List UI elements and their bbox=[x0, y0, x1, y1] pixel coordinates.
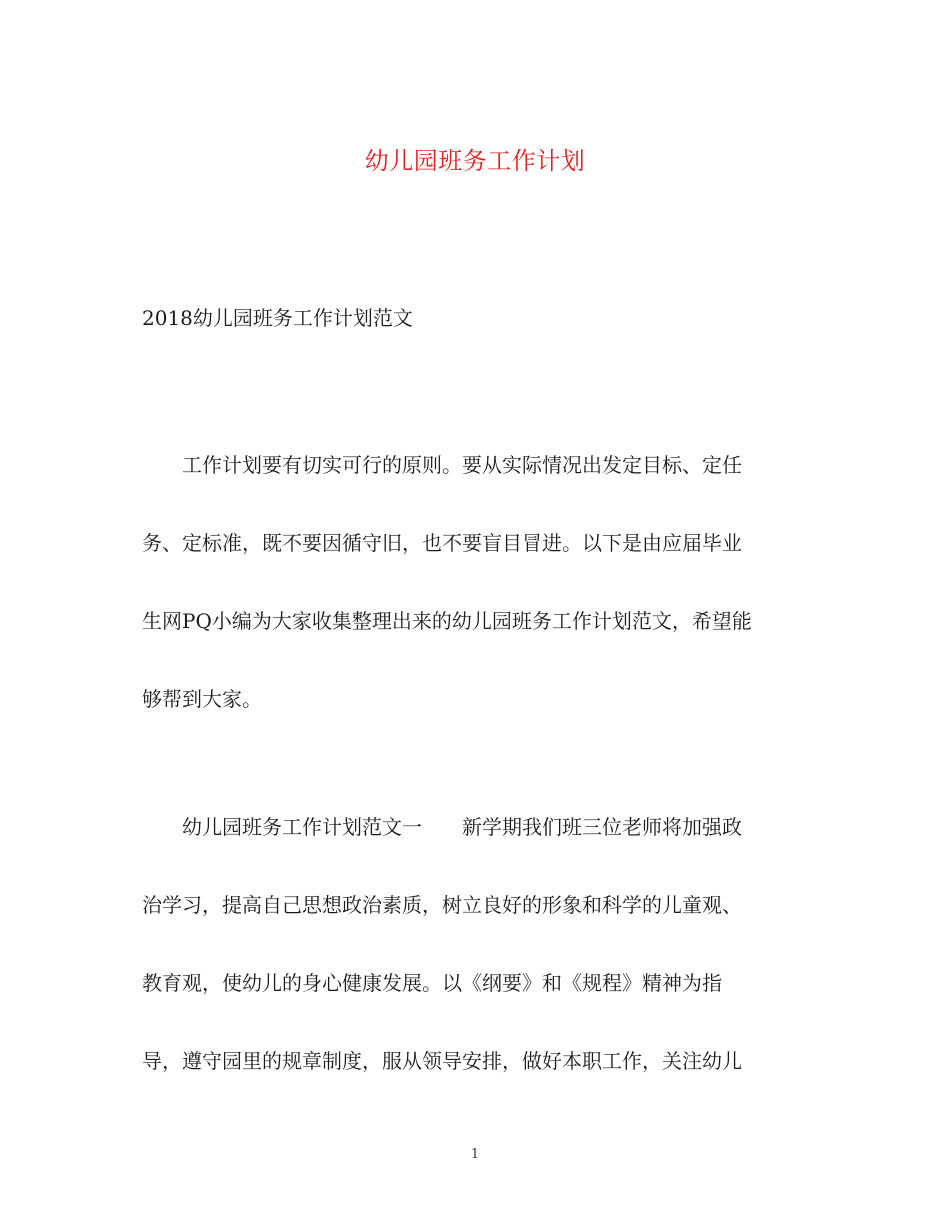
document-title: 幼儿园班务工作计划 bbox=[364, 147, 586, 175]
paragraph-line: 生网PQ小编为大家收集整理出来的幼儿园班务工作计划范文，希望能 bbox=[142, 609, 752, 633]
paragraph-sample-one bbox=[142, 812, 822, 1076]
paragraph-line: 够帮到大家。 bbox=[142, 687, 262, 711]
paragraph-line: 务、定标准，既不要因循守旧，也不要盲目冒进。以下是由应届毕业 bbox=[142, 531, 742, 555]
paragraph-line: 导，遵守园里的规章制度，服从领导安排，做好本职工作，关注幼儿 bbox=[142, 1049, 742, 1073]
page-number: 1 bbox=[470, 1147, 480, 1162]
paragraph-line: 工作计划要有切实可行的原则。要从实际情况出发定目标、定任 bbox=[182, 453, 742, 477]
paragraph-line: 治学习，提高自己思想政治素质，树立良好的形象和科学的儿童观、 bbox=[142, 893, 742, 917]
document-subtitle: 2018幼儿园班务工作计划范文 bbox=[142, 306, 413, 330]
paragraph-line: 幼儿园班务工作计划范文一 新学期我们班三位老师将加强政 bbox=[182, 815, 742, 839]
paragraph-intro bbox=[142, 450, 822, 714]
paragraph-line: 教育观，使幼儿的身心健康发展。以《纲要》和《规程》精神为指 bbox=[142, 971, 722, 995]
